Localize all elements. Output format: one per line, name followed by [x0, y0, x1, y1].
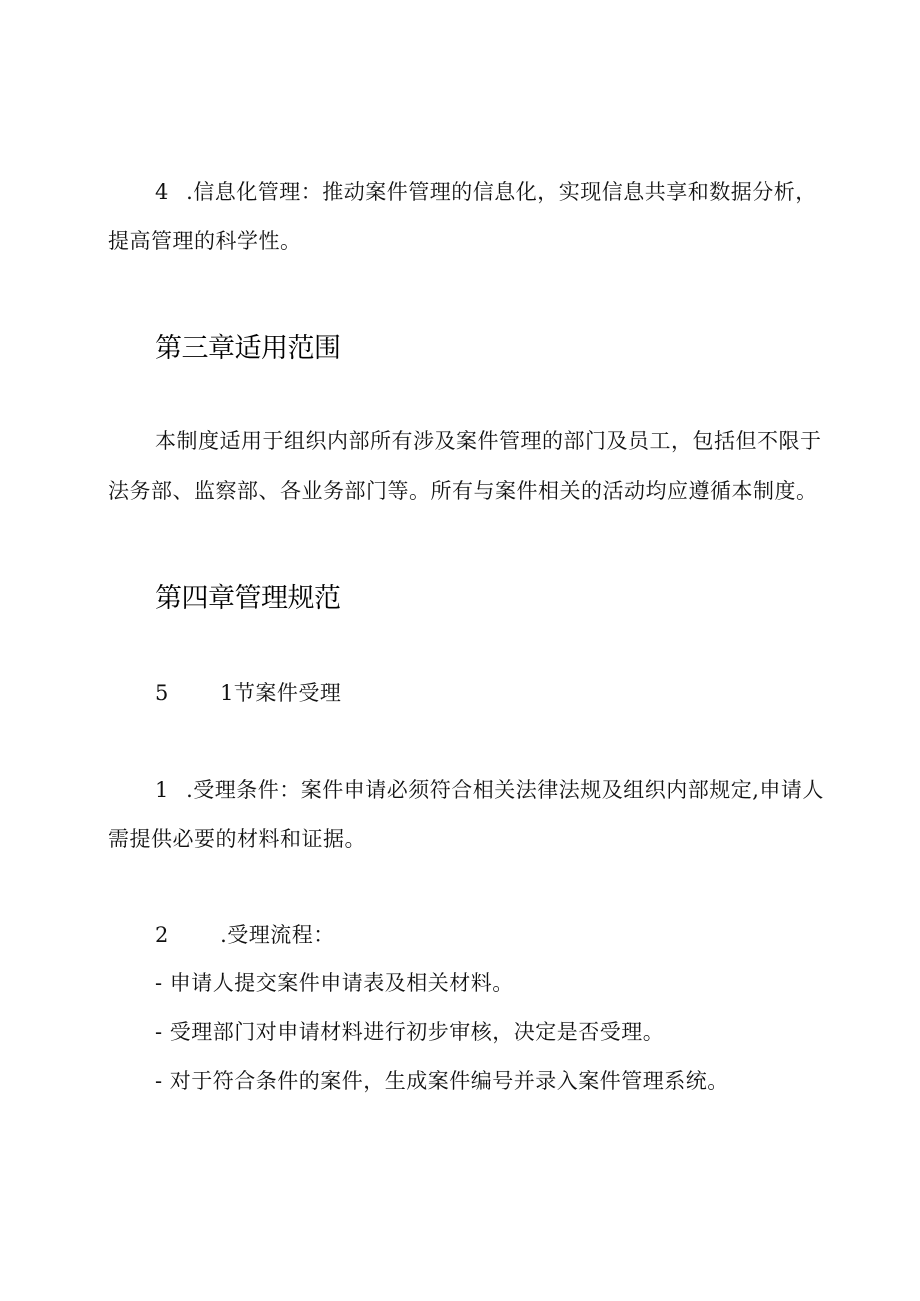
chapter3-para-line2: 法务部、监察部、各业务部门等。所有与案件相关的活动均应遵循本制度。 — [108, 479, 818, 503]
item1-line1 — [155, 776, 824, 804]
item4-number: 4 — [155, 180, 169, 204]
item2-heading — [155, 921, 335, 949]
item4-line2: 提高管理的科学性。 — [108, 229, 302, 253]
section-title: 1节案件受理 — [220, 681, 342, 705]
item1-text-line1: .受理条件：案件申请必须符合相关法律法规及组织内部规定,申请人 — [186, 778, 824, 802]
chapter3-title: 第三章适用范围 — [155, 333, 341, 364]
chapter4-title: 第四章管理规范 — [155, 583, 341, 614]
bullet-item: - 受理部门对申请材料进行初步审核，决定是否受理。 — [155, 1020, 665, 1044]
item2-number: 2 — [155, 923, 169, 947]
chapter3-para-line1: 本制度适用于组织内部所有涉及案件管理的部门及员工，包括但不限于 — [155, 429, 822, 453]
section-number: 5 — [155, 681, 169, 705]
item2-title: .受理流程： — [220, 923, 335, 947]
bullet-item: - 对于符合条件的案件，生成案件编号并录入案件管理系统。 — [155, 1069, 729, 1093]
item1-line2: 需提供必要的材料和证据。 — [108, 827, 366, 851]
item4-line1 — [155, 178, 817, 206]
bullet-item: - 申请人提交案件申请表及相关材料。 — [155, 971, 514, 995]
item4-text-line1: .信息化管理：推动案件管理的信息化，实现信息共享和数据分析， — [186, 180, 817, 204]
item1-number: 1 — [155, 778, 169, 802]
section-heading — [155, 679, 341, 707]
